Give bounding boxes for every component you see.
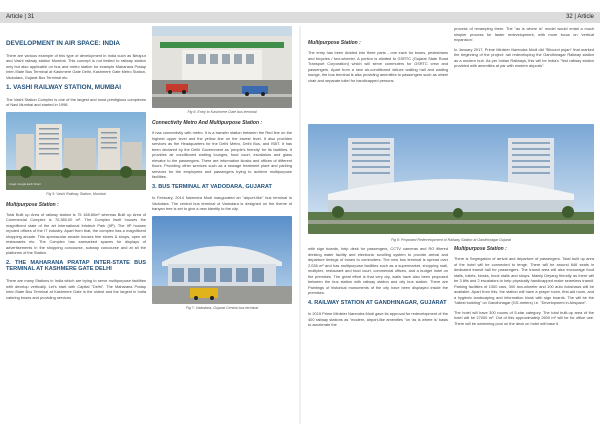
- column-2: [152, 26, 292, 316]
- section-4-heading: 4. RAILWAY STATION AT GANDHINAGAR, GUJARAT: [308, 299, 447, 306]
- vashi-station-photo: [6, 112, 146, 190]
- column-4-lower: [454, 246, 594, 330]
- column-3: [308, 40, 448, 87]
- kashmere-gate-photo: [152, 26, 292, 108]
- col4-text-top2: In January 2017, Prime Minister Narendra Modi did "Bhoomi pujan" that marked the beginning of the project: rail redeveloping the Gandhinagar Railway station as a modern hub. As per Indian Railways, this will be India's "first railway station provided with amenities at par with modern airports".: [454, 46, 594, 68]
- col4-text-bottom: The hotel will have 300 rooms of 5-star category. The total built-up area of the hotel will be 27000 m². Out of this approximately 2600 m² will be for office use. There will be swimming pool on the deck on hotel will base it.: [454, 309, 594, 326]
- fig-7-caption: Fig 7: Vadodara, Gujarat Central bus terminal: [185, 305, 259, 310]
- multipurpose-heading-3: Multipurpose Station :: [308, 40, 361, 46]
- section-2-heading: 2. THE MAHARANA PRATAP INTER-STATE BUS TERMINAL AT KASHMERE GATE DELHI: [6, 259, 146, 273]
- fig-5-caption: Fig 5: Vashi Railway Station, Mumbai: [46, 191, 106, 196]
- column-4-top: [454, 26, 594, 73]
- connectivity-heading: Connectivity Metro And Multipurpose Station :: [152, 120, 263, 126]
- fig-6-caption: Fig 6: Entry to Kashmere Gate bus terminal: [187, 110, 257, 114]
- section-3-heading: 3. BUS TERMINAL AT VADODARA, GUJARAT: [152, 183, 272, 190]
- connectivity-text: It has connectivity with metro. It is a transfer station between the Red line on the highest upper level and the yellow line on the lowest level. It also provides services as the Headquarters for the Delhi Metro, Delhi Bus, and ISBT. It has been declared by the Delhi Government as 'people's friendly' for its facilities. It provides air conditioned waiting lounges, food court, escalators and glass elevator to the passengers. There are information kiosks and offices of different floors. Providing other services such as a sewage treatment plant and parking services for the employees and passengers trying to achieve multipurpose facilities.: [152, 130, 292, 179]
- section-4-text: In 2015 Prime Minister Narendra Modi gave its approval for redevelopment of the 400 railway stations as "modern, airport-like amenities "on 'as is where is' basis to accelerate the: [308, 311, 448, 328]
- multipurpose-text-1: Total Built up Area of railway station is 75 168.60m² whereas Built up Area of Commercial Complex is 70,380.00 m². The Complex itself houses the magnificent state of the art International Infotech Park (IIP). The IIP houses reputed offices of the IT industry. Apart from that, the complex has a magnificent shopping arcade. This spectacular arcade houses fine stores & shops, open air restaurants etc. The Complex has earmarked spaces for displays of advertisements in the shopping concourse, subway concourse and at all the platforms of the Station.: [6, 211, 146, 255]
- section-1-heading: 1. VASHI RAILWAY STATION, MUMBAI: [6, 84, 122, 91]
- page-gutter: [299, 26, 301, 424]
- column-1: [6, 40, 146, 304]
- section-1-text: The Vashi Station Complex is one of the largest and most prestigious complexes of Navi Mumbai and started in 1998.: [6, 96, 146, 107]
- vadodara-terminal-illustration: [152, 216, 292, 304]
- vashi-station-illustration: [6, 112, 146, 190]
- multipurpose-heading-1: Multipurpose Station :: [6, 201, 59, 208]
- photo-watermark: Image: Google Earth Street: [9, 183, 41, 186]
- right-header-bar: [300, 12, 600, 23]
- section-2-text: There are many Stations in India which are trying to serve multipurpose facilities with develop vertically. Let's start with Capital "Delhi". The Maharana Pratap Inter-State Bus Terminal at Kashmere Gate is the oldest and the largest in India catering buses and providing services: [6, 278, 146, 300]
- multipurpose-text-4: There is Segregation of arrival and departure of passengers. Total built up area of the hotel will be connected to tenge. There will be around 646 seats in dedicated transit hall for passengers. The transit area will also encourage food stalls, toilets, kiosks, book stalls and shops. Mainly Deyang friendly as there will be 3 lifts and 2 escalators to help physically handicapped make seamless transit. Parking facilities of 1300 cars, 300 two-wheeler and 100 auto rickshaws will be available. Apart from this, the station will have a prayer room, first-aid room, and a hygienic landscaping and information kiosk with sign boards. The will be the "tallest building" on Gandhinagar (GS-meters) i.e. "Development in Airspace".: [454, 256, 594, 305]
- multipurpose-text-3: The entry has been divided into three parts - one each for buses, pedestrians and bicycles / two-wheeler. A portion is allotted to GSRTC (Gujarat State Road Transport Corporation) which will serve commuters for GSRTC crew and passengers. Apart from a new air-conditioned deluxe waiting hall and waiting lounge, the bus terminal is also providing amenities to passengers such as wheel chair and separate toilet for handicapped persons.: [308, 50, 448, 83]
- left-header-bar: [0, 12, 300, 23]
- fig-8-caption: Fig 8: Proposed Redevelopment of Railway Station at Gandhinagar Gujarat: [391, 238, 511, 242]
- gandhinagar-station-illustration: [308, 124, 594, 234]
- column-3-lower: [308, 246, 448, 332]
- section-3-text: In February, 2014 Narendra Modi inaugurated an "airport-like" bus terminal in Vadodara. The central bus terminal of Vadodara is designed on the theme of banyan tree is set to give a new identity to the city.: [152, 195, 292, 212]
- intro-paragraph: There are various example of this type of development in India such as Belapur and Vashi railway station Mumbai. This concept is not limited to railway station only but also applicable on bus and metro station for example Maharana Pratap Inter-State Bus Terminal at Kashmere Gate Delhi, Kashmere Gate Metro Station, Vadodara, Gujarat Bus Terminal etc.: [6, 52, 146, 80]
- left-page-label: Article | 31: [6, 14, 35, 20]
- gandhinagar-station-photo: [308, 124, 594, 234]
- right-page-label: 32 | Article: [566, 14, 594, 20]
- vadodara-terminal-photo: [152, 216, 292, 304]
- main-heading: DEVELOPMENT IN AIR SPACE: INDIA: [6, 40, 120, 47]
- col3-cont-text: with sign boards, help desk for passengers, CCTV cameras and RO filtered drinking water facility and electronic scrolling system to provide arrival and departure timings of buses to commuters. The new bus terminal is spread over 2,036 m² and has multipurpose facilities such as a supermarket, shopping mall, multiplex, restaurant and food court, commercial offices, and a budget hotel on the premises. The great effort is that very dry, walls have also been proposed between the bus station with railway station and city bus station. There are Paintings of historical monuments of the city have been displayed inside the premises.: [308, 246, 448, 295]
- kashmere-gate-illustration: [152, 26, 292, 108]
- multipurpose-heading-4: Multipurpose Station :: [454, 246, 507, 252]
- col4-text-top: process of revamping them. The "as is where is" model would entail a much simpler process for faster redevelopment, with more focus on 'vertical expansion'.: [454, 26, 594, 42]
